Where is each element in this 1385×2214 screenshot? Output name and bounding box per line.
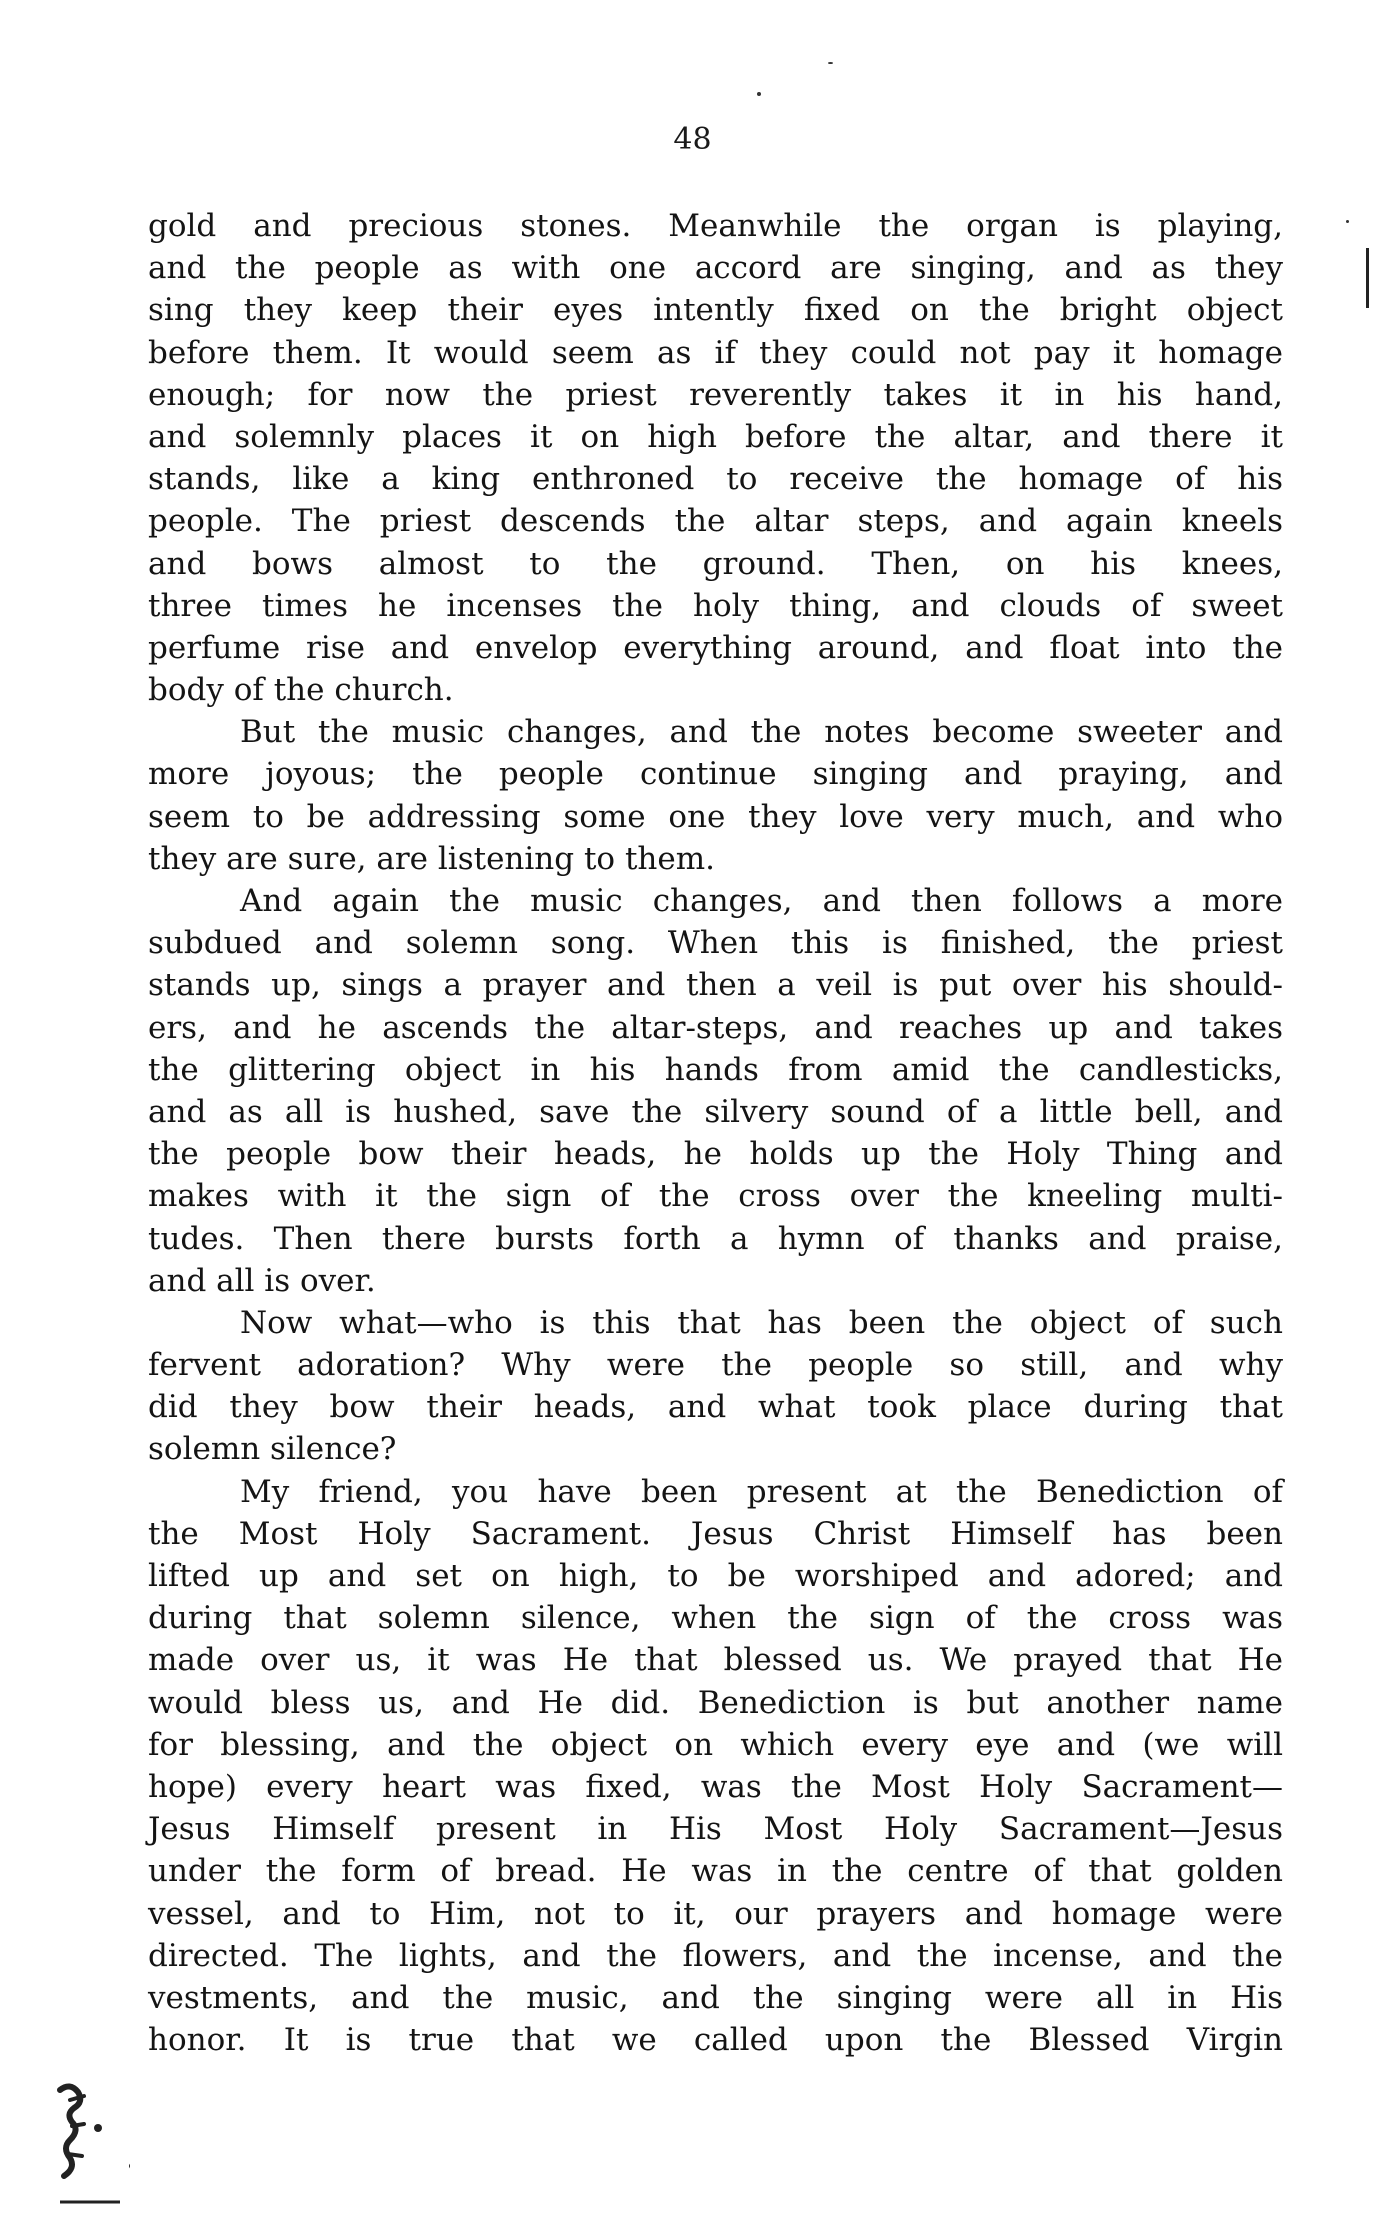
text-line: perfume rise and envelop everything around, and float into the [148,629,1283,666]
text-line: and bows almost to the ground. Then, on his knees, [148,545,1283,582]
text-line: subdued and solemn song. When this is finished, the priest [148,925,1283,962]
text-line: directed. The lights, and the flowers, and the incense, and the [148,1937,1283,1974]
text-line: seem to be addressing some one they love very much, and who [148,798,1283,835]
text-line: solemn silence? [148,1431,397,1468]
text-line: people. The priest descends the altar steps, and again kneels [148,503,1283,540]
text-line: vestments, and the music, and the singing were all in His [148,1979,1283,2016]
text-line: honor. It is true that we called upon the Blessed Virgin [148,2022,1283,2059]
text-line: ers, and he ascends the altar-steps, and reaches up and takes [148,1009,1283,1046]
body-text [148,205,1283,2061]
text-line: tudes. Then there bursts forth a hymn of thanks and praise, [148,1220,1283,1257]
text-line: the Most Holy Sacrament. Jesus Christ Himself has been [148,1515,1283,1552]
text-line: made over us, it was He that blessed us. We prayed that He [148,1642,1283,1679]
paragraph-start: My friend, you have been present at the Benediction of [240,1473,1283,1510]
text-line: vessel, and to Him, not to it, our prayers and homage were [148,1895,1283,1932]
text-line: three times he incenses the holy thing, and clouds of sweet [148,587,1283,624]
text-line: fervent adoration? Why were the people so still, and why [148,1347,1283,1384]
paragraph-start: And again the music changes, and then follows a more [240,883,1283,919]
text-line: before them. It would seem as if they could not pay it homage [148,334,1283,371]
speck-mark [757,92,761,96]
text-line: makes with it the sign of the cross over the kneeling multi- [148,1178,1283,1215]
paragraph-start: But the music changes, and the notes become sweeter and [240,714,1283,751]
text-line: they are sure, are listening to them. [148,840,715,877]
text-line: for blessing, and the object on which every eye and (we will [148,1726,1283,1763]
text-line: and the people as with one accord are singing, and as they [148,250,1283,287]
text-line: stands, like a king enthroned to receive the homage of his [148,461,1283,498]
text-line: body of the church. [148,672,454,709]
text-line: more joyous; the people continue singing and praying, and [148,756,1283,793]
text-line: the people bow their heads, he holds up the Holy Thing and [148,1136,1283,1173]
text-line: lifted up and set on high, to be worshiped and adored; and [148,1558,1283,1594]
text-line: and all is over. [148,1262,376,1299]
text-line: would bless us, and He did. Benediction is but another name [148,1684,1283,1721]
page-number: 48 [673,122,712,157]
text-line: under the form of bread. He was in the centre of that golden [148,1853,1283,1890]
text-line: the glittering object in his hands from amid the candlesticks, [148,1051,1283,1088]
printer-ornament-icon [40,2070,130,2210]
text-line: stands up, sings a prayer and then a veil is put over his should- [148,967,1283,1004]
text-line: and solemnly places it on high before the altar, and there it [148,418,1283,455]
text-line: gold and precious stones. Meanwhile the organ is playing, [148,208,1283,244]
text-line: sing they keep their eyes intently fixed on the bright object [148,292,1283,329]
text-line: enough; for now the priest reverently takes it in his hand, [148,376,1283,413]
text-line: Jesus Himself present in His Most Holy Sacrament—Jesus [148,1811,1283,1848]
text-line: and as all is hushed, save the silvery sound of a little bell, and [148,1093,1283,1130]
speck-mark [828,62,833,64]
margin-mark [1366,248,1369,308]
text-line: during that solemn silence, when the sign of the cross was [148,1600,1283,1637]
text-line: did they bow their heads, and what took place during that [148,1389,1283,1426]
text-line: hope) every heart was fixed, was the Most Holy Sacrament— [148,1768,1283,1805]
paragraph-start: Now what—who is this that has been the object of such [240,1304,1283,1341]
speck-mark [1346,220,1349,223]
